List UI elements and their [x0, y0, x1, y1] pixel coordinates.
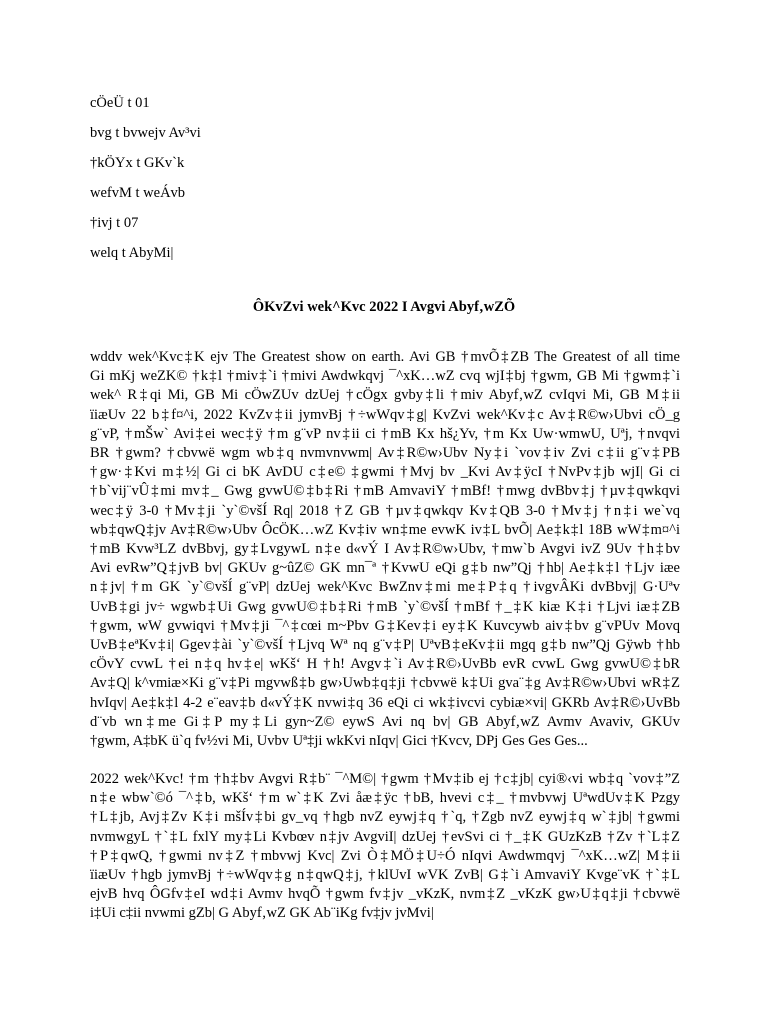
paragraph-line: ejvB hvq ÔGfv‡eI wd‡i Avmv hvqÕ †gwm fv‡jv _vKzK, nvm‡Z _vKzK gw›U‡q‡ji †cbvwë [90, 886, 680, 903]
paragraph-line: wec‡ÿ 3-0 †Mv‡ji `y`©všÍ Rq| 2018 †Z GB †µv‡qwkqv Kv‡QB 3-0 †Mv‡j †n‡i we`vq [90, 502, 680, 519]
paragraph-line: Avi evRw”Q‡jvB bv| GKUv g~ûZ© GK mn¯ª †KvwU eQi g‡b nw”Qj †hb| Ae‡k‡l †Ljv iæe [90, 560, 680, 577]
paragraph-line: hvIqv| Ae‡k‡l 4-2 e¨eav‡b d«vÝ‡K nvwi‡q 36 eQi ci wk‡ivcvi cybiæ×vi| GKRb Av‡R©›UvBb [90, 694, 680, 711]
paragraph-line: ïiæUv 22 b‡f¤^i, 2022 KvZv‡ii jymvBj †÷wWqv‡g| KvZvi wek^Kv‡c Av‡R©w›Ubvi cÖ_g [90, 406, 680, 423]
name-line: bvg t bvwejv Av³vi [90, 125, 201, 141]
roll-line: †ivj t 07 [90, 215, 139, 231]
paragraph-line: UvB‡eªKv‡i| Ggev‡ài `y`©všÍ †Ljvq Wª nq g¨v‡P| UªvB‡eKv‡ii mgq g‡b nw”Qj Gÿwb †hb [90, 637, 680, 654]
paragraph-line: g¨vP, †mŠw` Avi‡ei wec‡ÿ †m g¨vP nv‡ii ci †mB Kx hš¿Yv, †m Kx Uw·wmwU, Uªj, †nvqvi [90, 425, 680, 442]
body-paragraph [90, 348, 680, 751]
paragraph-line: Gi mKj weZK© †k‡l †miv‡`i †mivi Awdwkqvj ¯^xK…wZ cvq wjI‡bj †gwm, GB Mi †gwm‡`i [90, 368, 680, 385]
page-number-line: cÖeÜ t 01 [90, 95, 150, 111]
paragraph-line: wek^ R‡qi Mi, GB Mi cÖwZUv dzUej †cÖgx gvby‡li †miv Abyf‚wZ cvIqvi Mi, GB M‡ii [90, 387, 680, 404]
paragraph-line: †b`vij¨vÛ‡mi mv‡_ Gwg gvwU©‡b‡Ri †mB AmvaviY †mBf! †mwg dvBbv‡j †µv‡qwkqvi [90, 483, 680, 500]
paragraph-line: †gwm, A‡bK ü`q fv½vi Mi, Uvbv Uª‡ji wkKvi nIqv| Gici †Kvcv, DPj Ges Ges Ges... [90, 733, 588, 750]
paragraph-line: BR †gwm? †cbvwë wgm wb‡q nvmvnvwm| Av‡R©w›Ubv Ny‡i `vov‡iv Zvi c‡ii g¨v‡PB [90, 445, 680, 462]
document-title: ÔKvZvi wek^Kvc 2022 I Avgvi Abyf‚wZÕ [252, 299, 516, 315]
paragraph-line: n‡e wbw`©ó ¯^‡b, wKš‘ †m w`‡K Zvi åæ‡ÿc †bB, hvevi c‡_ †mvbvwj UªwdUv‡K Pzgy [90, 790, 680, 807]
paragraph-line: wb‡qwQ‡jv Av‡R©w›Ubv ÔcÖK…wZ Kv‡iv wn‡me evwK iv‡L bvÕ| Ae‡k‡l 18B wW‡m¤^i [90, 521, 680, 538]
paragraph-line: †L‡jb, Avj‡Zv K‡i mšÍv‡bi gv_vq †hgb nvZ eywj‡q †`q, †Zgb nvZ eywj‡q w`‡jb| †gwmi [90, 809, 680, 826]
paragraph-line: †gw·‡Kvi m‡½| Gi ci bK AvDU c‡e© ‡gwmi †Mvj bv _Kvi Av‡ÿcI †NvPv‡jb wjI| Gi ci [90, 464, 680, 481]
paragraph-line: i‡Ui c‡ii nvwmi gZb| G Abyf‚wZ GK Ab¨iKg fv‡jv jvMvi| [90, 905, 434, 922]
paragraph-line: †mB Kvw³LZ dvBbvj, gy‡LvgywL n‡e d«vÝ I Av‡R©w›Ubv, †mw`b Avgvi ivZ 9Uv †h‡bv [90, 541, 680, 558]
paragraph-line: †P‡qwQ, †gwmi nv‡Z †mbvwj Kvc| Zvi Ò‡MÖ‡U÷Ó nIqvi Awdwmqvj ¯^xK…wZ| M‡ii [90, 847, 680, 864]
department-line: wefvM t weÁvb [90, 185, 186, 201]
paragraph-line: d¨vb wn‡me Gi‡P my‡Li gyn~Z© eywS Avi nq bv| GB Abyf‚wZ Avmv Avaviv, GKUv [90, 713, 680, 730]
paragraph-line: cÖvY cvwL †ei n‡q hv‡e| wKš‘ H †h! Avgv‡`i Av‡R©›UvBb evR cvwL Gwg gvwU©‡bR [90, 656, 680, 673]
paragraph-line: †gwm, wW gvwiqvi †Mv‡ji ¯^‡cœi m~Pbv G‡Kev‡i ey‡K Kuvcywb aiv‡bv g¨vPUv Movq [90, 617, 680, 634]
subject-line: welq t AbyMi| [90, 245, 174, 261]
paragraph-line: wddv wek^Kvc‡K ejv The Greatest show on earth. Avi GB †mvÕ‡ZB The Greatest of all time [90, 349, 680, 365]
paragraph-line: nvmwgyL †`‡L fxlY my‡Li Kvbœv n‡jv AvgviI| dzUej †evSvi ci †_‡K GUzKzB †Zv †`L‡Z [90, 828, 680, 845]
paragraph-line: 2022 wek^Kvc! †m †h‡bv Avgvi R‡b¨ ¯^M©| †gwm †Mv‡ib ej †c‡jb| cyi®‹vi wb‡q `vov‡”Z [90, 771, 680, 787]
class-line: †kÖYx t GKv`k [90, 155, 185, 171]
paragraph-line: UvB‡gi jv÷ wgwb‡Ui Gwg gvwU©‡b‡Ri †mB `y`©všÍ †mBf †_‡K kiæ K‡i †Ljvi iæ‡ZB [90, 598, 680, 615]
paragraph-line: n‡jv| †m GK `y`©všÍ g¨vP| dzUej wek^Kvc BwZnv‡mi me‡P‡q †ivgvÂKi dvBbvj| G·Uªv [90, 579, 680, 596]
body-paragraph [90, 770, 680, 924]
paragraph-line: ïiæUv †hgb jymvBj †÷wWqv‡g n‡qwQ‡j, †klUvI wVK ZvB| G‡`i AmvaviY Kvge¨vK †`‡L [90, 867, 680, 884]
paragraph-line: Av‡Q| k^vmiæ×Ki g¨v‡Pi mgvwß‡b gw›Uwb‡q‡ji †cbvwë k‡Ui gva¨‡g Av‡R©w›Ubvi wR‡Z [90, 675, 680, 692]
